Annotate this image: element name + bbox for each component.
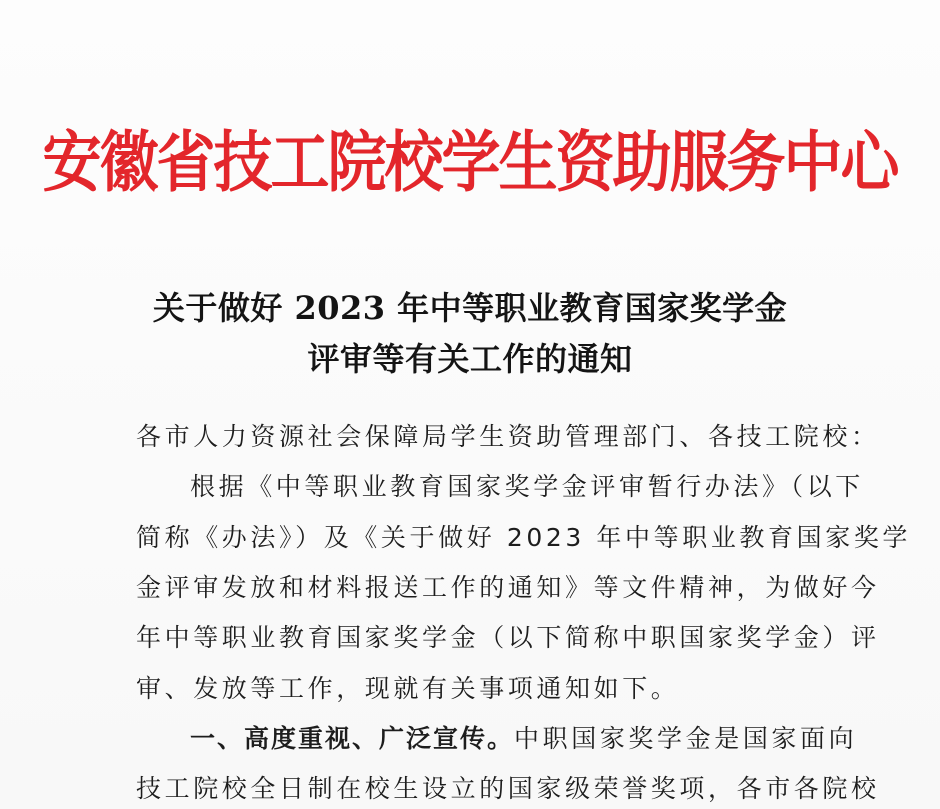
paragraph-1-line-3: 金评审发放和材料报送工作的通知》等文件精神，为做好今 — [136, 572, 880, 602]
paragraph-1-line-4: 年中等职业教育国家奖学金（以下简称中职国家奖学金）评 — [136, 623, 880, 653]
section-1-line-1 — [190, 719, 857, 755]
paragraph-1-line-1: 根据《中等职业教育国家奖学金评审暂行办法》（以下 — [190, 472, 864, 502]
document-title-line-1: 关于做好 2023 年中等职业教育国家奖学金 — [152, 289, 788, 327]
salutation: 各市人力资源社会保障局学生资助管理部门、各技工院校： — [136, 422, 880, 451]
section-1-heading: 一、高度重视、广泛宣传。 — [190, 723, 515, 753]
paragraph-1-line-2: 简称《办法》）及《关于做好 2023 年中等职业教育国家奖学 — [136, 522, 912, 552]
issuing-organization-header: 安徽省技工院校学生资助服务中心 — [42, 123, 898, 201]
document-title-line-2: 评审等有关工作的通知 — [307, 340, 633, 378]
paragraph-1-line-5: 审、发放等工作，现就有关事项通知如下。 — [136, 673, 680, 703]
section-1-line-2: 技工院校全日制在校生设立的国家级荣誉奖项，各市各院校 — [136, 774, 880, 804]
section-1-line-1-text: 中职国家奖学金是国家面向 — [514, 723, 858, 753]
